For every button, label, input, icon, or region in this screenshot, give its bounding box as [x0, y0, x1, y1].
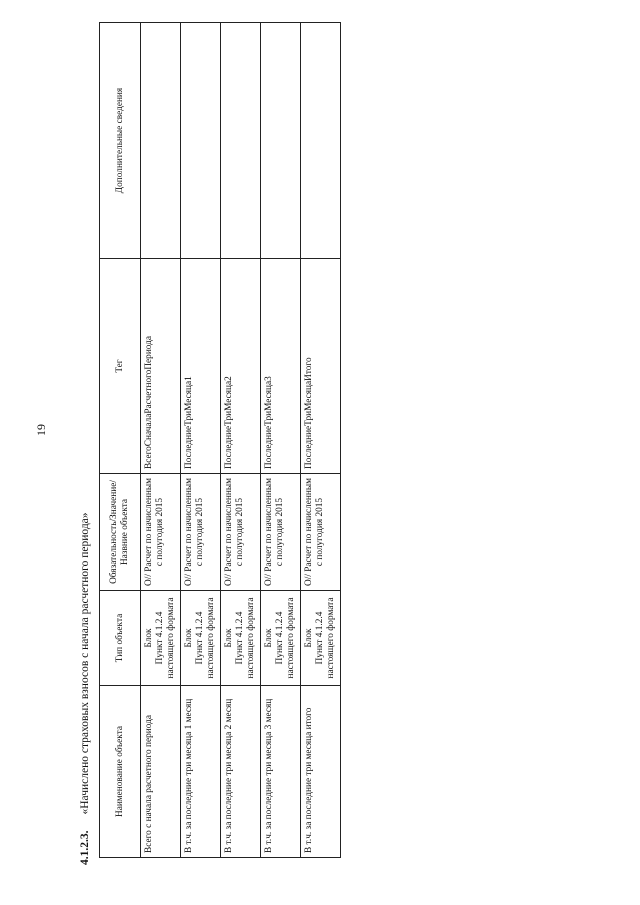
- cell-object-name: Всего с начала расчетного периода: [141, 686, 181, 858]
- cell-tag: ВсегоСначалаРасчетногоПериода: [141, 259, 181, 474]
- cell-tag: ПоследниеТриМесяца1: [181, 259, 221, 474]
- header-object-type: Тип объекта: [100, 591, 141, 686]
- cell-additional-info: [301, 23, 341, 259]
- header-requirement: Обязательность/Значение/Назвние объекта: [100, 474, 141, 591]
- table-header-row: [100, 23, 141, 858]
- section-heading: [75, 25, 99, 865]
- cell-additional-info: [141, 23, 181, 259]
- cell-object-type: Блок Пункт 4.1.2.4 настоящего формата: [221, 591, 261, 686]
- cell-tag: ПоследниеТриМесяца3: [261, 259, 301, 474]
- cell-tag: ПоследниеТриМесяца2: [221, 259, 261, 474]
- table-row: [221, 23, 261, 858]
- page-number: 19: [34, 424, 48, 436]
- cell-object-type: Блок Пункт 4.1.2.4 настоящего формата: [261, 591, 301, 686]
- section-number: 4.1.2.3.: [79, 830, 91, 865]
- objects-table: [99, 22, 341, 858]
- table-row: [301, 23, 341, 858]
- cell-object-name: В т.ч. за последние три месяца 1 месяц: [181, 686, 221, 858]
- table-row: [141, 23, 181, 858]
- cell-tag: ПоследниеТриМесяцаИтого: [301, 259, 341, 474]
- cell-requirement: О// Расчет по начисленным с полугодия 2015: [261, 474, 301, 591]
- cell-requirement: О// Расчет по начисленным с полугодия 2015: [141, 474, 181, 591]
- cell-object-name: В т.ч. за последние три месяца 2 месяц: [221, 686, 261, 858]
- table-row: [181, 23, 221, 858]
- header-additional-info: Дополнительные сведения: [100, 23, 141, 259]
- cell-object-type: Блок Пункт 4.1.2.4 настоящего формата: [301, 591, 341, 686]
- cell-object-name: В т.ч. за последние три месяца итого: [301, 686, 341, 858]
- section-title: «Начислено страховых взносов с начала расчетного периода»: [79, 512, 91, 815]
- cell-additional-info: [221, 23, 261, 259]
- header-object-name: Наименование объекта: [100, 686, 141, 858]
- cell-requirement: О// Расчет по начисленным с полугодия 2015: [181, 474, 221, 591]
- cell-additional-info: [261, 23, 301, 259]
- cell-requirement: О// Расчет по начисленным с полугодия 2015: [301, 474, 341, 591]
- cell-object-name: В т.ч. за последние три месяца 3 месяц: [261, 686, 301, 858]
- table-row: [261, 23, 301, 858]
- cell-object-type: Блок Пункт 4.1.2.4 настоящего формата: [181, 591, 221, 686]
- cell-object-type: Блок Пункт 4.1.2.4 настоящего формата: [141, 591, 181, 686]
- cell-requirement: О// Расчет по начисленным с полугодия 2015: [221, 474, 261, 591]
- cell-additional-info: [181, 23, 221, 259]
- header-tag: Тег: [100, 259, 141, 474]
- rotated-page-content: [34, 25, 345, 865]
